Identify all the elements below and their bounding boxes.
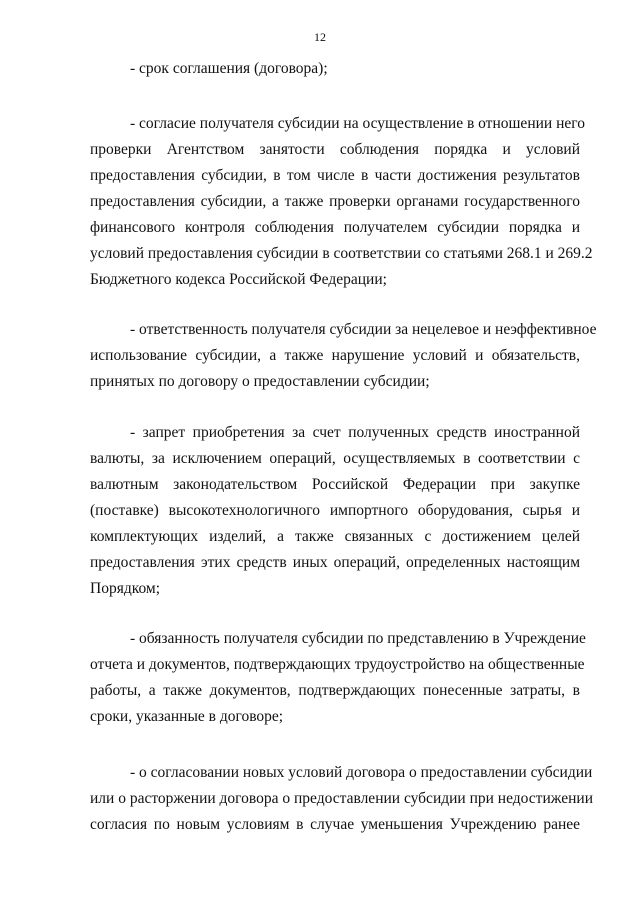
paragraph-line: отчета и документов, подтверждающих трудоустройство на общественные bbox=[90, 656, 585, 673]
paragraph-line: - срок соглашения (договора); bbox=[130, 60, 328, 77]
paragraph-responsibility bbox=[90, 317, 597, 395]
paragraph-currency-prohibition bbox=[90, 420, 580, 602]
paragraph-line: - ответственность получателя субсидии за нецелевое и неэффективное bbox=[130, 321, 597, 338]
paragraph-consent-to-inspection bbox=[90, 111, 593, 293]
paragraph-line: согласия по новым условиям в случае уменьшения Учреждению ранее bbox=[90, 816, 580, 833]
paragraph-reporting-obligation bbox=[90, 626, 586, 730]
paragraph-line: комплектующих изделий, а также связанных с достижением целей bbox=[90, 528, 580, 545]
paragraph-line: - согласие получателя субсидии на осуществление в отношении него bbox=[130, 115, 585, 132]
paragraph-line: Бюджетного кодекса Российской Федерации; bbox=[90, 271, 387, 288]
paragraph-line: Порядком; bbox=[90, 580, 161, 597]
paragraph-line: или о расторжении договора о предоставлении субсидии при недостижении bbox=[90, 790, 594, 807]
paragraph-line: - о согласовании новых условий договора о предоставлении субсидии bbox=[130, 764, 593, 781]
paragraph-line: условий предоставления субсидии в соответствии со статьями 268.1 и 269.2 bbox=[90, 245, 593, 262]
paragraph-line: использование субсидии, а также нарушение условий и обязательств, bbox=[90, 347, 580, 364]
paragraph-line: валюты, за исключением операций, осуществляемых в соответствии с bbox=[90, 450, 580, 467]
paragraph-line: принятых по договору о предоставлении субсидии; bbox=[90, 373, 430, 390]
paragraph-line: финансового контроля соблюдения получателем субсидии порядка и bbox=[90, 219, 580, 236]
paragraph-line: (поставке) высокотехнологичного импортного оборудования, сырья и bbox=[90, 502, 580, 519]
paragraph-line: проверки Агентством занятости соблюдения порядка и условий bbox=[90, 141, 580, 158]
paragraph-agreement-term bbox=[90, 56, 580, 82]
paragraph-line: предоставления субсидии, а также проверки органами государственного bbox=[90, 193, 580, 210]
paragraph-line: - обязанность получателя субсидии по представлению в Учреждение bbox=[130, 630, 586, 647]
paragraph-line: валютным законодательством Российской Федерации при закупке bbox=[90, 476, 580, 493]
paragraph-line: - запрет приобретения за счет полученных средств иностранной bbox=[130, 424, 580, 441]
paragraph-line: предоставления субсидии, в том числе в части достижения результатов bbox=[90, 167, 580, 184]
paragraph-new-terms-agreement bbox=[90, 760, 594, 838]
paragraph-line: работы, а также документов, подтверждающих понесенные затраты, в bbox=[90, 682, 580, 699]
paragraph-line: сроки, указанные в договоре; bbox=[90, 708, 284, 725]
page-number: 12 bbox=[314, 30, 326, 44]
paragraph-line: предоставления этих средств иных операций, определенных настоящим bbox=[90, 554, 580, 571]
